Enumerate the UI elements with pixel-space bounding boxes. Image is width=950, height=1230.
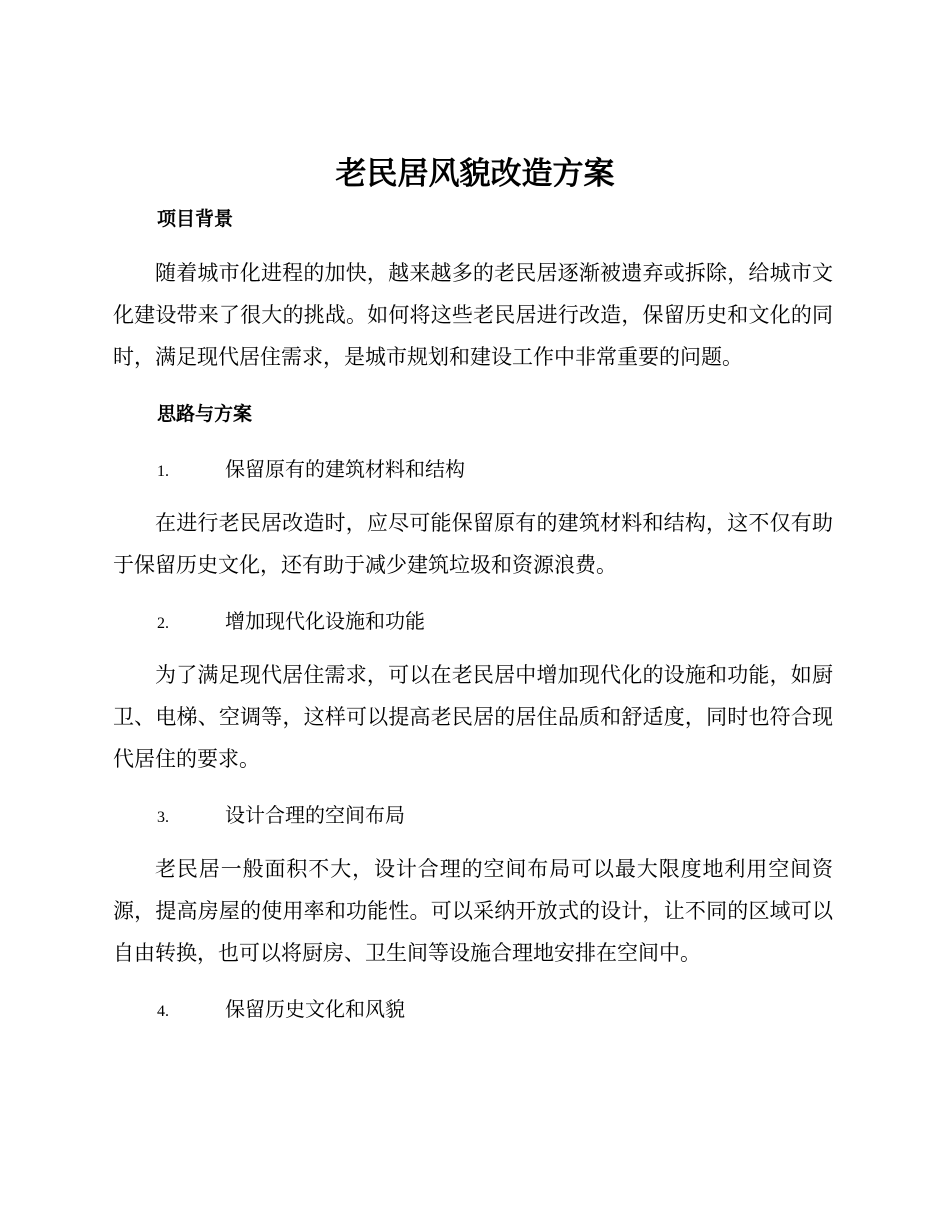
list-item-title: 增加现代化设施和功能 [225,609,425,633]
item-3-paragraph: 老民居一般面积不大，设计合理的空间布局可以最大限度地利用空间资源，提高房屋的使用率和功能性。可以采纳开放式的设计，让不同的区域可以自由转换，也可以将厨房、卫生间等设施合理地安排在空间中。 [113,857,833,965]
item-2-paragraph: 为了满足现代居住需求，可以在老民居中增加现代化的设施和功能，如厨卫、电梯、空调等，这样可以提高老民居的居住品质和舒适度，同时也符合现代居住的要求。 [113,663,833,771]
item-1-paragraph: 在进行老民居改造时，应尽可能保留原有的建筑材料和结构，这不仅有助于保留历史文化，还有助于减少建筑垃圾和资源浪费。 [113,511,833,577]
list-item-1 [157,454,465,484]
list-item-number: 3. [157,809,169,826]
list-item-number: 1. [157,463,169,480]
list-item-2 [157,606,425,636]
list-item-number: 4. [157,1003,169,1020]
list-item-title: 设计合理的空间布局 [225,803,405,827]
background-paragraph: 随着城市化进程的加快，越来越多的老民居逐渐被遗弃或拆除，给城市文化建设带来了很大的挑战。如何将这些老民居进行改造，保留历史和文化的同时，满足现代居住需求，是城市规划和建设工作中非常重要的问题。 [113,261,833,369]
document-title: 老民居风貌改造方案 [335,156,615,192]
list-item-number: 2. [157,615,169,632]
list-item-title: 保留历史文化和风貌 [225,997,405,1021]
list-item-title: 保留原有的建筑材料和结构 [225,457,465,481]
list-item-3 [157,800,405,830]
list-item-4 [157,994,405,1024]
section-heading-approach: 思路与方案 [157,403,253,425]
section-heading-background: 项目背景 [157,208,234,230]
